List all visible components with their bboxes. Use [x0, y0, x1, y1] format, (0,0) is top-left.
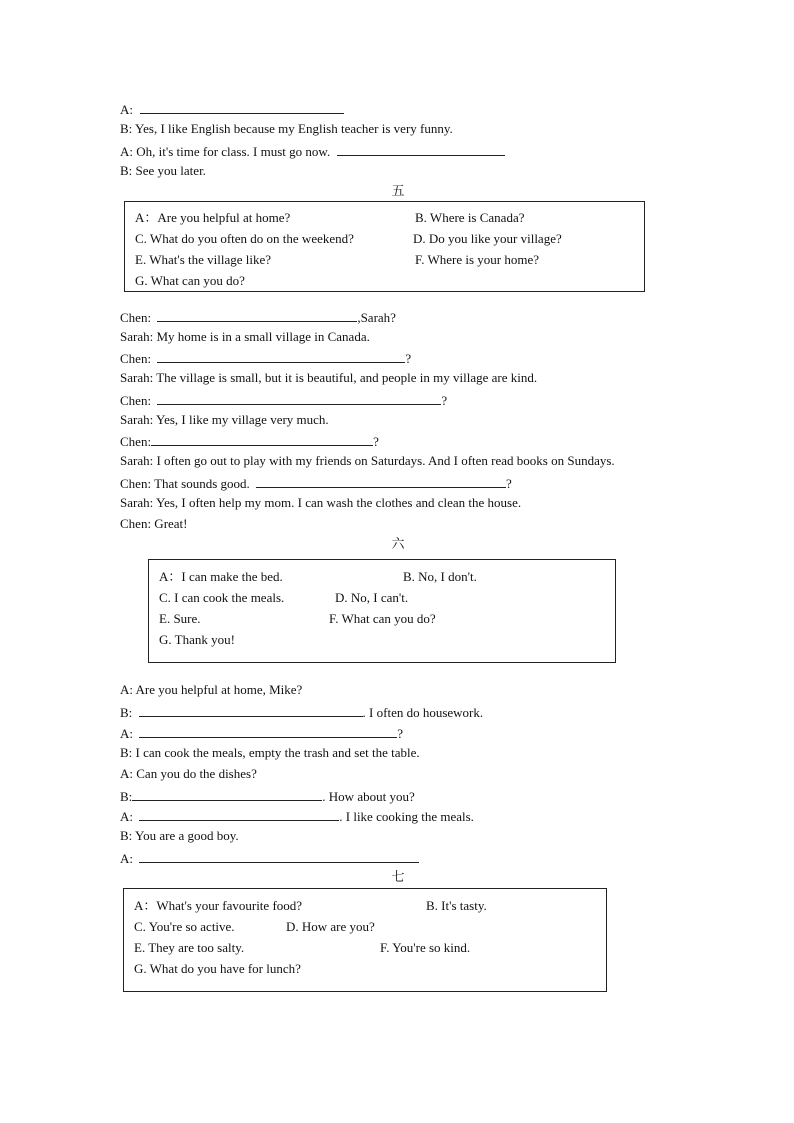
option-a: A：Are you helpful at home?: [135, 210, 291, 225]
speaker: A:: [120, 809, 133, 824]
line-suffix: ?: [506, 476, 512, 491]
option-b: B. It's tasty.: [426, 898, 487, 913]
option-b: B. Where is Canada?: [415, 210, 525, 225]
s5-dialog-line-6: Sarah: Yes, I like my village very much.: [120, 412, 329, 427]
speaker: B:: [120, 789, 133, 804]
option-d: D. Do you like your village?: [413, 231, 562, 246]
speaker: A:: [120, 726, 133, 741]
s5-dialog-line-4: Sarah: The village is small, but it is beautiful, and people in my village are kind.: [120, 370, 538, 385]
option-b: B. No, I don't.: [403, 569, 477, 584]
answer-blank[interactable]: [337, 143, 505, 156]
section-6-heading: 六: [391, 536, 405, 551]
section-7-heading: 七: [391, 869, 405, 884]
answer-blank[interactable]: [157, 309, 357, 322]
s6-dialog-line-6: [120, 788, 415, 803]
line-suffix: ?: [405, 351, 412, 366]
speaker: B:: [120, 705, 133, 720]
s5-dialog-line-1: [120, 309, 396, 324]
option-e: E. They are too salty.: [134, 940, 245, 955]
option-g: G. Thank you!: [159, 632, 235, 647]
option-a: A：What's your favourite food?: [134, 898, 303, 913]
top-line-3: [120, 143, 505, 158]
s6-dialog-line-7: [120, 808, 474, 823]
s5-dialog-line-3: [120, 350, 411, 365]
speaker: Chen:: [120, 310, 152, 325]
option-d: D. No, I can't.: [335, 590, 409, 605]
s5-dialog-line-8: Sarah: I often go out to play with my friends on Saturdays. And I often read books on Sundays.: [120, 453, 615, 468]
speaker: Chen:: [120, 351, 152, 366]
s5-dialog-line-10: Sarah: Yes, I often help my mom. I can wash the clothes and clean the house.: [120, 495, 522, 510]
answer-blank[interactable]: [132, 788, 322, 801]
option-g: G. What can you do?: [135, 273, 245, 288]
answer-blank[interactable]: [139, 808, 339, 821]
answer-blank[interactable]: [140, 101, 344, 114]
s5-dialog-line-11: Chen: Great!: [120, 516, 188, 531]
answer-blank[interactable]: [157, 392, 441, 405]
line-suffix: . I like cooking the meals.: [339, 809, 474, 824]
section-5-options-box: [124, 201, 645, 292]
line-suffix: ,Sarah?: [357, 310, 396, 325]
speaker: Chen:: [120, 434, 152, 449]
s5-dialog-line-9: [120, 475, 512, 490]
line-suffix: ?: [397, 726, 404, 741]
line-text: Chen: That sounds good.: [120, 476, 250, 491]
line-suffix: ?: [441, 393, 448, 408]
s5-dialog-line-7: [120, 433, 379, 448]
option-f: F. You're so kind.: [380, 940, 471, 955]
s6-dialog-line-3: [120, 725, 403, 740]
answer-blank[interactable]: [151, 433, 373, 446]
answer-blank[interactable]: [256, 475, 506, 488]
s6-dialog-line-5: A: Can you do the dishes?: [120, 766, 257, 781]
speaker: Chen:: [120, 393, 152, 408]
line-suffix: . I often do housework.: [362, 705, 484, 720]
option-e: E. Sure.: [159, 611, 201, 626]
option-d: D. How are you?: [286, 919, 375, 934]
section-5-heading: 五: [391, 183, 405, 198]
option-c: C. You're so active.: [134, 919, 235, 934]
option-c: C. I can cook the meals.: [159, 590, 285, 605]
option-f: F. What can you do?: [329, 611, 436, 626]
speaker: A:: [120, 851, 133, 866]
top-line-2: B: Yes, I like English because my English teacher is very funny.: [120, 121, 453, 136]
s5-dialog-line-2: Sarah: My home is in a small village in Canada.: [120, 329, 370, 344]
speaker: A:: [120, 102, 133, 117]
s5-dialog-line-5: [120, 392, 447, 407]
option-f: F. Where is your home?: [415, 252, 539, 267]
s6-dialog-line-1: A: Are you helpful at home, Mike?: [120, 682, 303, 697]
section-7-options-box: [123, 888, 607, 992]
line-suffix: . How about you?: [322, 789, 415, 804]
option-a: A：I can make the bed.: [159, 569, 283, 584]
option-e: E. What's the village like?: [135, 252, 272, 267]
answer-blank[interactable]: [139, 725, 397, 738]
answer-blank[interactable]: [139, 850, 419, 863]
s6-dialog-line-9: [120, 850, 419, 865]
s6-dialog-line-8: B: You are a good boy.: [120, 828, 239, 843]
line-suffix: ?: [373, 434, 379, 449]
option-c: C. What do you often do on the weekend?: [135, 231, 354, 246]
section-6-options-box: [148, 559, 616, 663]
line-text: A: Oh, it's time for class. I must go now.: [120, 144, 331, 159]
s6-dialog-line-2: [120, 704, 483, 719]
option-g: G. What do you have for lunch?: [134, 961, 301, 976]
top-line-4: B: See you later.: [120, 163, 206, 178]
answer-blank[interactable]: [157, 350, 405, 363]
top-line-1: [120, 101, 344, 116]
answer-blank[interactable]: [139, 704, 363, 717]
s6-dialog-line-4: B: I can cook the meals, empty the trash and set the table.: [120, 745, 420, 760]
